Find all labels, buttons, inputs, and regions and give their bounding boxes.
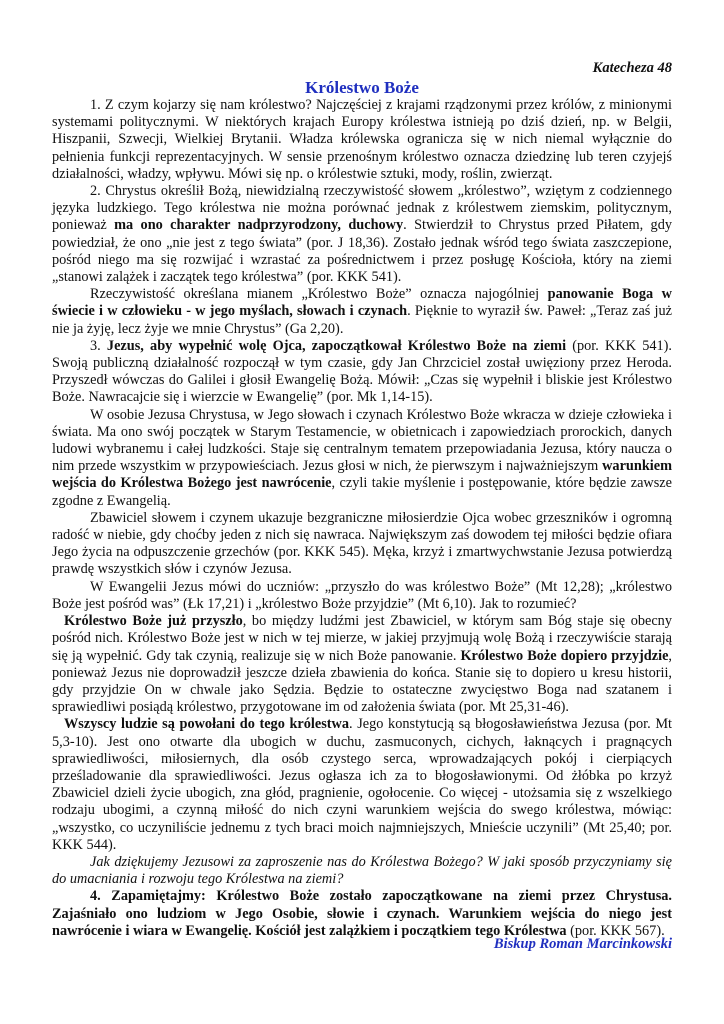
series-label: Katecheza 48	[592, 60, 672, 76]
emphasis-text: Królestwo Boże już przyszło	[64, 613, 243, 630]
text-run: , czyli takie myślenie i postępowanie, które będzie zawsze zgodne z Ewangelią.	[52, 475, 672, 509]
paragraph	[52, 888, 672, 940]
paragraph	[52, 407, 672, 510]
paragraph	[52, 338, 672, 407]
paragraph	[52, 97, 672, 183]
text-run: 1. Z czym kojarzy się nam królestwo? Najczęściej z krajami rządzonymi przez królów, z minionymi systemami politycznymi. W niektórych krajach Europy królestwa istnieją po dziś dzień, np. w Belgii, Hiszpanii, Szwecji, Wielkiej Brytanii. Władza królewska ogranicza się w nich niemal wyłącznie do pełnienia funkcji reprezentacyjnych. W sensie przenośnym królestwo oznacza dziedzinę lub teren czyjejś działalności, władzy, wpływu. Mówi się np. o królestwie sztuki, mody, roślin, zwierząt.	[52, 97, 672, 182]
emphasis-text: Jezus, aby wypełnić wolę Ojca, zapoczątkował Królestwo Boże na ziemi	[106, 337, 567, 354]
text-run: . Jego konstytucją są błogosławieństwa Jezusa (por. Mt 5,3-10). Jest ono otwarte dla ubogich w duchu, zasmuconych, cichych, łaknących i pragnących sprawiedliwości, miłosiernych, dla osób czystego serca, wprowadzających pokój i cierpiących prześladowanie dla sprawiedliwości. Jezus ogłasza ich za to błogosławionymi. Od żłóbka po krzyż Zbawiciel dzieli życie ubogich, zna głód, pragnienie, ogołocenie. Co więcej - utożsamia się z wszelkiego rodzaju ubogimi, a czynną miłość do nich czyni warunkiem wejścia do swego królestwa, mówiąc: „wszystko, co uczyniliście jednemu z tych braci moich najmniejszych, Mnieście uczynili” (Mt 25,40; por. KKK 544).	[52, 716, 673, 853]
paragraph	[52, 716, 672, 854]
text-run: W osobie Jezusa Chrystusa, w Jego słowach i czynach Królestwo Boże wkracza w dzieje człowieka i świata. Ma ono swój początek w Starym Testamencie, w obietnicach i zapowiedziach prorockich, danych ludowi wybranemu i całej ludzkości. Staje się centralnym tematem przepowiadania Jezusa, który naucza o nim przede wszystkim w przypowieściach. Jezus głosi w nich, że pierwszym i najważniejszym	[52, 406, 672, 475]
paragraph	[52, 579, 672, 613]
paragraph	[52, 510, 672, 579]
text-run: , bo między ludźmi jest Zbawiciel, w którym sam Bóg staje się obecny pośród nich. Królestwo Boże jest w nich w tej mierze, w jakiej przyjmują wolę Bożą i rzeczywiście starają się ją wypełnić. Gdy tak czynią, realizuje się w nich Boże panowanie.	[52, 613, 672, 664]
paragraph	[52, 183, 672, 286]
text-run: Rzeczywistość określana mianem „Królestwo Boże” oznacza najogólniej	[90, 286, 548, 303]
text-run: Zbawiciel słowem i czynem ukazuje bezgraniczne miłosierdzie Ojca wobec grzeszników i ogromną radość w niebie, gdy choćby jeden z nich się nawraca. Największym zaś dowodem tej miłości będzie ofiara Jego życia na odpuszczenie grzechów (por. KKK 545). Męka, krzyż i zmartwychwstanie Jezusa potwierdzą prawdę wszystkich słów i czynów Jezusa.	[52, 509, 672, 578]
emphasis-text: ma ono charakter nadprzyrodzony, duchowy	[114, 217, 404, 234]
text-run: . Pięknie to wyraził św. Paweł: „Teraz zaś już nie ja żyję, lecz żyje we mnie Chrystus” (Ga 2,20).	[52, 303, 672, 337]
author-signature: Biskup Roman Marcinkowski	[493, 936, 672, 952]
text-run: W Ewangelii Jezus mówi do uczniów: „przyszło do was królestwo Boże” (Mt 12,28); „królestwo Boże jest pośród was” (Łk 17,21) i „królestwo Boże przyjdzie” (Mt 6,10). Jak to rozumieć?	[52, 578, 672, 612]
text-run: 2. Chrystus określił Bożą, niewidzialną rzeczywistość słowem „królestwo”, wziętym z codziennego języka ludzkiego. Tego królestwa nie można porównać jednak z królestwem ziemskim, politycznym, ponieważ	[52, 183, 672, 234]
text-run: , ponieważ Jezus nie doprowadził jeszcze dzieła zbawienia do końca. Stanie się to dopiero u kresu historii, gdy przyjdzie On w chwale jako Sędzia. Będzie to ostateczne zwycięstwo Boga nad szatanem i sprawiedliwi posiądą królestwo, przygotowane im od założenia świata (por. Mt 25,31-46).	[52, 647, 672, 716]
document-body	[52, 97, 672, 940]
paragraph	[52, 854, 672, 888]
paragraph	[52, 286, 672, 338]
page-title: Królestwo Boże	[305, 78, 419, 97]
emphasis-text: warunkiem wejścia do Królestwa Bożego jest nawrócenie	[52, 458, 672, 492]
emphasis-text: Wszyscy ludzie są powołani do tego królestwa	[64, 716, 350, 733]
paragraph	[52, 613, 672, 716]
text-run: . Stwierdził to Chrystus przed Piłatem, gdy powiedział, że ono „nie jest z tego świata” (por. J 18,36). Zostało jednak wśród tego świata zaszczepione, pośród niego ma się rozwijać i wzrastać za pośrednictwem i przez posługę Kościoła, który na ziemi „stanowi zalążek i zaczątek tego królestwa” (por. KKK 541).	[52, 217, 672, 286]
text-run: 3.	[90, 337, 107, 354]
text-run: (por. KKK 567).	[566, 922, 665, 939]
emphasis-text: Królestwo Boże dopiero przyjdzie	[460, 647, 669, 664]
text-run: 4. Zapamiętajmy: Królestwo Boże zostało zapoczątkowane na ziemi przez Chrystusa. Zajaśniało ono ludziom w Jego Osobie, słowie i czynach. Warunkiem wejścia do niego jest nawrócenie i wiara w Ewangelię. Kościół jest zalążkiem i początkiem tego Królestwa	[52, 888, 672, 939]
text-run: Jak dziękujemy Jezusowi za zaproszenie nas do Królestwa Bożego? W jaki sposób przyczyniamy się do umacniania i rozwoju tego Królestwa na ziemi?	[52, 853, 672, 888]
text-run: (por. KKK 541). Swoją publiczną działalność rozpoczął w tym czasie, gdy Jan Chrzciciel został uwięziony przez Heroda. Przyszedł wówczas do Galilei i głosił Ewangelię Bożą. Mówił: „Czas się wypełnił i bliskie jest Królestwo Boże. Nawracajcie się i wierzcie w Ewangelię” (por. Mk 1,14-15).	[52, 337, 672, 406]
emphasis-text: panowanie Boga w świecie i w człowieku - w jego myślach, słowach i czynach	[52, 286, 672, 320]
